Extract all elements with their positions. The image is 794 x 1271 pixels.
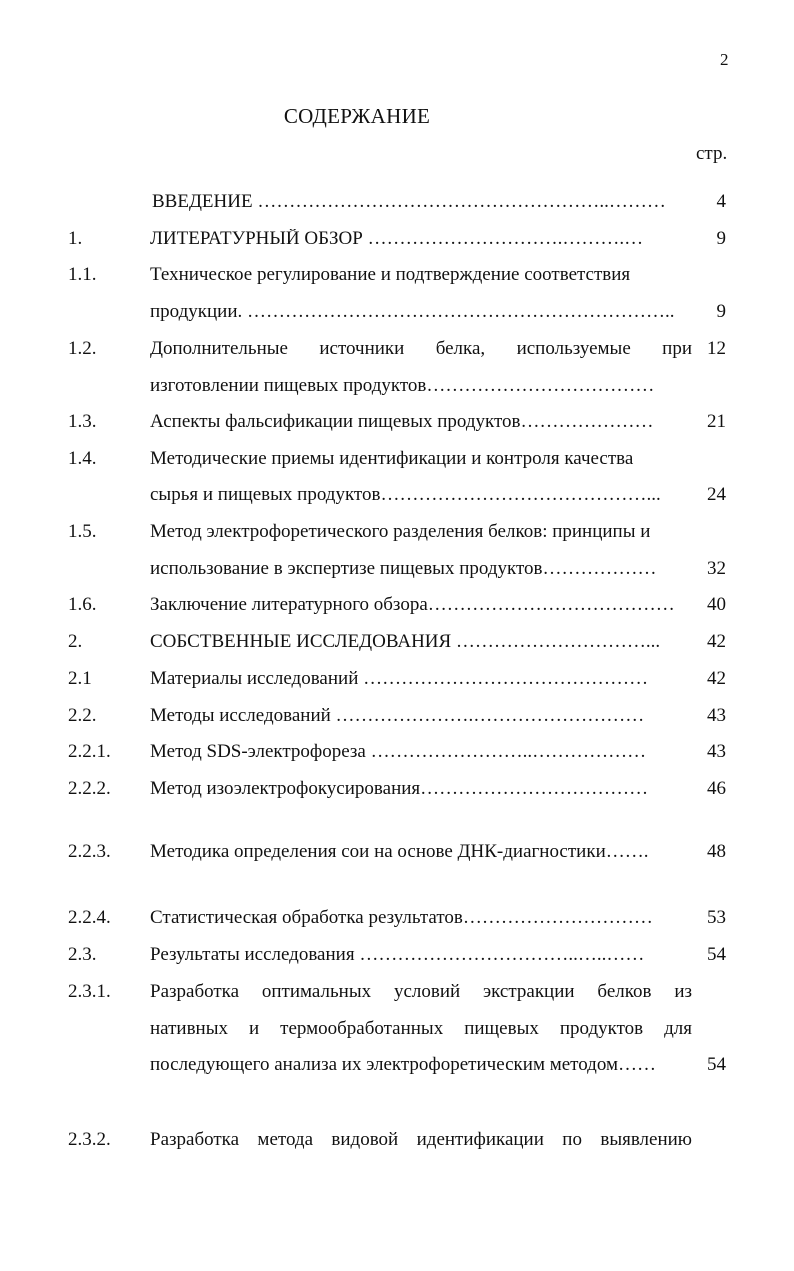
toc-entry-number: 2. <box>68 631 83 652</box>
toc-entry-text: Методы исследований ………………….……………………… <box>150 706 645 726</box>
toc-entry-text: ВВЕДЕНИЕ ………………………………………………..……… <box>152 192 666 212</box>
toc-entry-number: 2.2. <box>68 705 97 726</box>
toc-entry-text: Разработка метода видовой идентификации по выявлению <box>150 1129 692 1150</box>
toc-entry-page: 42 <box>707 631 726 652</box>
toc-entry-text-cont: изготовлении пищевых продуктов……………………………… <box>150 376 655 396</box>
toc-entry-page: 4 <box>716 191 726 212</box>
toc-entry-page: 32 <box>707 558 726 579</box>
toc-entry-number: 1.2. <box>68 338 97 359</box>
toc-entry-text-cont: последующего анализа их электрофоретическим методом…… <box>150 1055 657 1075</box>
toc-entry-text: Техническое регулирование и подтверждение соответствия <box>150 265 631 285</box>
toc-entry-page: 40 <box>707 594 726 615</box>
toc-entry-text: Разработка оптимальных условий экстракции белков из <box>150 981 692 1002</box>
toc-entry-text: Методика определения сои на основе ДНК-диагностики……. <box>150 842 649 862</box>
toc-entry-page: 43 <box>707 705 726 726</box>
toc-entry-text-cont: использование в экспертизе пищевых продуктов……………… <box>150 559 657 579</box>
toc-entry-text: Материалы исследований ……………………………………… <box>150 669 649 689</box>
toc-entry-text: Дополнительные источники белка, используемые при <box>150 338 692 359</box>
page-title: СОДЕРЖАНИЕ <box>283 104 431 128</box>
toc-entry-page: 9 <box>716 301 726 322</box>
toc-entry-number: 2.3. <box>68 944 97 965</box>
toc-entry-number: 1.1. <box>68 264 97 285</box>
toc-entry-page: 54 <box>707 944 726 965</box>
toc-entry-text-cont: сырья и пищевых продуктов……………………………………... <box>150 485 661 505</box>
toc-entry-text: Метод изоэлектрофокусирования……………………………… <box>150 779 649 799</box>
toc-entry-page: 46 <box>707 778 726 799</box>
toc-entry-number: 2.2.3. <box>68 841 111 862</box>
toc-entry-page: 24 <box>707 484 726 505</box>
page-number: 2 <box>720 50 729 69</box>
toc-entry-page: 21 <box>707 411 726 432</box>
toc-entry-text: Заключение литературного обзора………………………………… <box>150 595 675 615</box>
toc-entry-number: 2.2.2. <box>68 778 111 799</box>
toc-entry-page: 12 <box>707 338 726 359</box>
toc-entry-page: 43 <box>707 741 726 762</box>
toc-entry-text: Результаты исследования ……………………………..…..…… <box>150 945 645 965</box>
toc-entry-text: Методические приемы идентификации и контроля качества <box>150 449 634 469</box>
toc-entry-number: 1.5. <box>68 521 97 542</box>
toc-entry-page: 42 <box>707 668 726 689</box>
toc-entry-number: 1.3. <box>68 411 97 432</box>
toc-entry-text: Метод SDS-электрофореза ……………………..……………… <box>150 742 647 762</box>
toc-entry-text: СОБСТВЕННЫЕ ИССЛЕДОВАНИЯ …………………………... <box>150 632 661 652</box>
toc-entry-number: 1. <box>68 228 83 249</box>
toc-entry-number: 2.3.1. <box>68 981 111 1002</box>
toc-entry-number: 2.2.1. <box>68 741 111 762</box>
toc-entry-text: Статистическая обработка результатов………………………… <box>150 908 653 928</box>
toc-entry-text: Метод электрофоретического разделения белков: принципы и <box>150 522 651 542</box>
page-column-label: стр. <box>696 143 728 164</box>
toc-entry-number: 2.3.2. <box>68 1129 111 1150</box>
toc-entry-page: 9 <box>716 228 726 249</box>
toc-entry-text: Аспекты фальсификации пищевых продуктов………………… <box>150 412 654 432</box>
toc-entry-text-cont: нативных и термообработанных пищевых продуктов для <box>150 1018 692 1039</box>
toc-entry-number: 2.2.4. <box>68 907 111 928</box>
toc-entry-page: 48 <box>707 841 726 862</box>
toc-entry-text: ЛИТЕРАТУРНЫЙ ОБЗОР ………………………….……….… <box>150 229 644 249</box>
toc-entry-number: 2.1 <box>68 668 92 689</box>
toc-entry-number: 1.6. <box>68 594 97 615</box>
toc-entry-number: 1.4. <box>68 448 97 469</box>
toc-entry-text-cont: продукции. ………………………………………………………….. <box>150 302 675 322</box>
toc-entry-page: 54 <box>707 1054 726 1075</box>
toc-entry-page: 53 <box>707 907 726 928</box>
